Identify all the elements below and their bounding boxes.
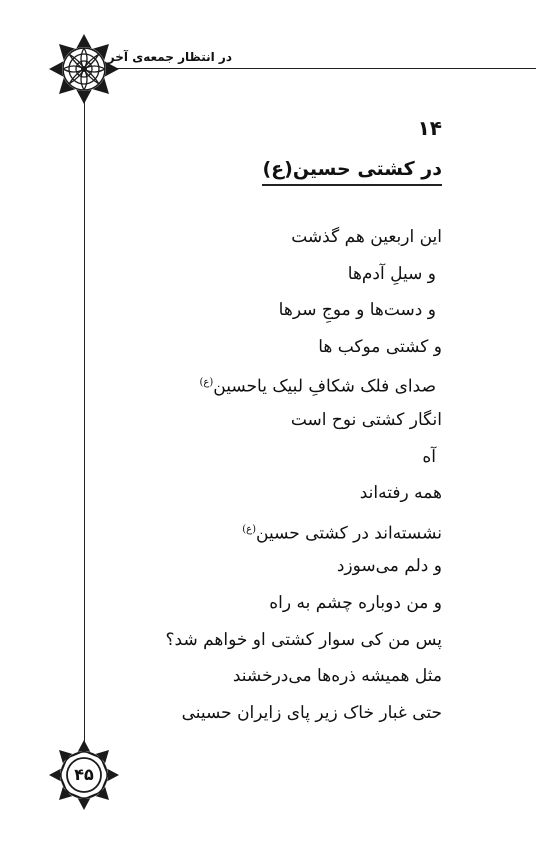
poem-line-text: این اربعین هم گذشت bbox=[291, 227, 442, 247]
chapter-title: در کشتی حسین(ع) bbox=[262, 158, 442, 186]
poem-line-text: و من دوباره چشم به راه bbox=[269, 592, 442, 613]
poem-line-text: حتی غبار خاک زیر پای زایران حسینی bbox=[181, 702, 442, 723]
poem-line-text: پس من کی سوار کشتی او خواهم شد؟ bbox=[165, 629, 442, 650]
poem-line bbox=[82, 332, 442, 369]
rosette-ornament-icon bbox=[47, 32, 121, 106]
poem-line-text: و دست‌ها و موجِ سرها bbox=[278, 300, 436, 321]
page-number: ۴۵ bbox=[74, 765, 94, 784]
poem-line-text: مثل همیشه ذره‌ها می‌درخشند bbox=[232, 666, 442, 687]
honorific-superscript: (ع) bbox=[199, 377, 214, 389]
poem-line bbox=[82, 551, 442, 588]
honorific-superscript: (ع) bbox=[242, 523, 257, 535]
poem-line bbox=[82, 259, 442, 296]
poem-body bbox=[82, 222, 442, 734]
poem-line bbox=[82, 368, 442, 405]
poem-line bbox=[82, 515, 442, 552]
poem-line-text: همه رفته‌اند bbox=[359, 483, 442, 504]
poem-line bbox=[82, 295, 442, 332]
poem-line bbox=[82, 625, 442, 662]
poem-line bbox=[82, 478, 442, 515]
poem-line-text: نشسته‌اند در کشتی حسین bbox=[256, 523, 442, 544]
poem-line-text: و سیلِ آدم‌ها bbox=[347, 263, 436, 284]
poem-line-text: انگار کشتی نوح است bbox=[290, 409, 442, 430]
poem-line bbox=[82, 405, 442, 442]
header-rule bbox=[84, 68, 536, 69]
poem-line-text: صدای فلک شکافِ لبیک یاحسین bbox=[213, 377, 436, 398]
poem-line-text: و کشتی موکب ها bbox=[318, 336, 442, 357]
poem-line bbox=[82, 222, 442, 259]
poem-line bbox=[82, 661, 442, 698]
poem-line-text: آه bbox=[422, 446, 436, 467]
poem-line bbox=[82, 588, 442, 625]
chapter-number: ۱۴ bbox=[417, 116, 442, 140]
poem-line bbox=[82, 442, 442, 479]
running-header: در انتظار جمعه‌ی آخر bbox=[107, 50, 232, 64]
poem-line bbox=[82, 698, 442, 735]
poem-line-text: و دلم می‌سوزد bbox=[336, 556, 442, 577]
